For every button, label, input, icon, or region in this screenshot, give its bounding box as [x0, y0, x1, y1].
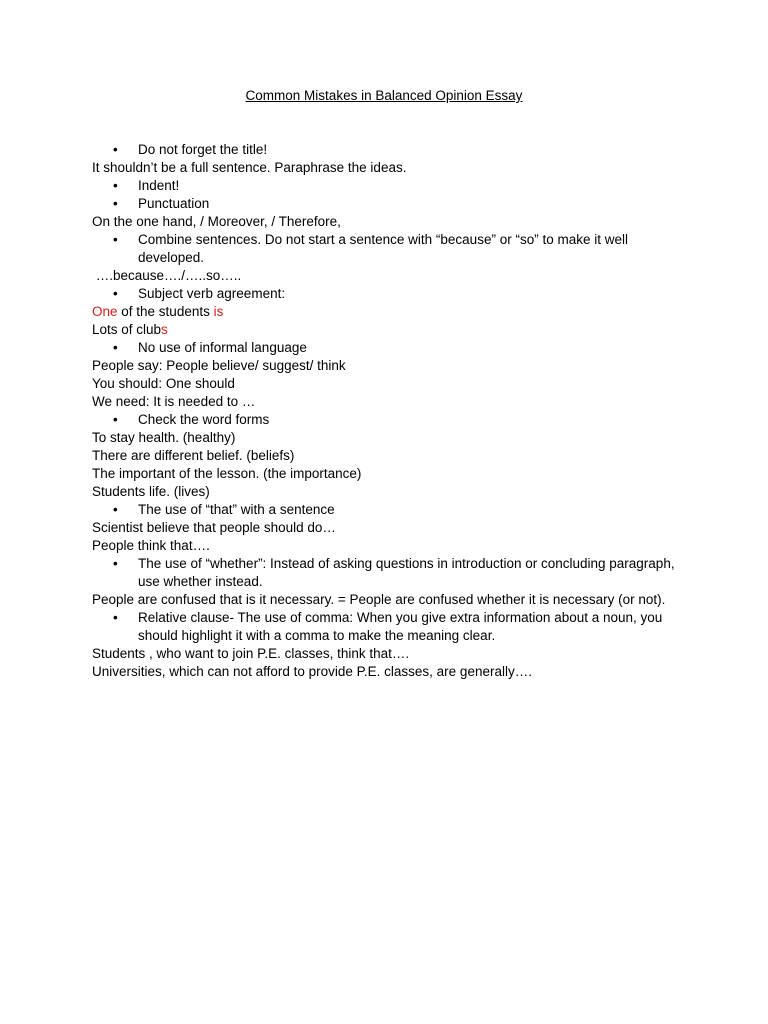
bullet-icon: •	[113, 502, 118, 517]
text-line	[92, 483, 682, 501]
highlighted-text: is	[213, 304, 224, 319]
line-text: The use of “whether”: Instead of asking questions in introduction or concluding paragraph, use whether instead.	[138, 556, 675, 589]
line-text: Check the word forms	[138, 412, 270, 427]
line-text: There are different belief. (beliefs)	[92, 448, 295, 463]
text-line	[92, 429, 682, 447]
line-text: On the one hand, / Moreover, / Therefore,	[92, 214, 341, 229]
line-text: Students life. (lives)	[92, 484, 210, 499]
bullet-icon: •	[113, 178, 118, 193]
text-line	[92, 645, 682, 663]
line-text: Universities, which can not afford to provide P.E. classes, are generally….	[92, 664, 532, 679]
line-text: Students , who want to join P.E. classes, think that….	[92, 646, 410, 661]
line-text: ….because…./…..so…..	[92, 268, 242, 283]
line-text: The use of “that” with a sentence	[138, 502, 335, 517]
line-text: To stay health. (healthy)	[92, 430, 236, 445]
line-text: Relative clause- The use of comma: When you give extra information about a noun, you should highlight it with a comma to make the meaning clear.	[138, 610, 663, 643]
text-line	[92, 447, 682, 465]
line-text: People think that….	[92, 538, 210, 553]
bullet-item	[92, 285, 682, 303]
line-text: It shouldn’t be a full sentence. Paraphrase the ideas.	[92, 160, 407, 175]
bullet-item	[92, 609, 682, 645]
bullet-icon: •	[113, 286, 118, 301]
bullet-icon: •	[113, 610, 118, 625]
bullet-item	[92, 411, 682, 429]
bullet-icon: •	[113, 340, 118, 355]
bullet-icon: •	[113, 142, 118, 157]
bullet-item	[92, 177, 682, 195]
line-text: Scientist believe that people should do…	[92, 520, 336, 535]
line-text: Indent!	[138, 178, 180, 193]
text-line	[92, 537, 682, 555]
highlighted-text: s	[161, 322, 168, 337]
bullet-icon: •	[113, 196, 118, 211]
text-line	[92, 357, 682, 375]
text-line	[92, 303, 682, 321]
text-line	[92, 519, 682, 537]
text-line	[92, 321, 682, 339]
line-text: People say: People believe/ suggest/ think	[92, 358, 346, 373]
bullet-item	[92, 141, 682, 159]
bullet-item	[92, 231, 682, 267]
text-line	[92, 393, 682, 411]
text-line	[92, 663, 682, 681]
text-line	[92, 213, 682, 231]
text-line	[92, 375, 682, 393]
text-segment: Lots of club	[92, 322, 162, 337]
document-body	[92, 141, 682, 681]
bullet-icon: •	[113, 412, 118, 427]
text-line	[92, 465, 682, 483]
highlighted-text: One	[92, 304, 118, 319]
line-text: Combine sentences. Do not start a sentence with “because” or “so” to make it well developed.	[138, 232, 628, 265]
bullet-item	[92, 501, 682, 519]
line-text: Punctuation	[138, 196, 210, 211]
text-line	[92, 267, 682, 285]
bullet-item	[92, 339, 682, 357]
line-text: People are confused that is it necessary. = People are confused whether it is necessary (or not).	[92, 592, 666, 607]
text-segment: of the students	[117, 304, 214, 319]
line-text: You should: One should	[92, 376, 235, 391]
line-text: Do not forget the title!	[138, 142, 268, 157]
bullet-icon: •	[113, 232, 118, 247]
line-text: The important of the lesson. (the importance)	[92, 466, 362, 481]
text-line	[92, 591, 682, 609]
line-text: No use of informal language	[138, 340, 307, 355]
bullet-item	[92, 195, 682, 213]
line-text: We need: It is needed to …	[92, 394, 256, 409]
bullet-item	[92, 555, 682, 591]
text-line	[92, 159, 682, 177]
line-text: Subject verb agreement:	[138, 286, 286, 301]
document-title: Common Mistakes in Balanced Opinion Essay	[245, 88, 523, 103]
bullet-icon: •	[113, 556, 118, 571]
